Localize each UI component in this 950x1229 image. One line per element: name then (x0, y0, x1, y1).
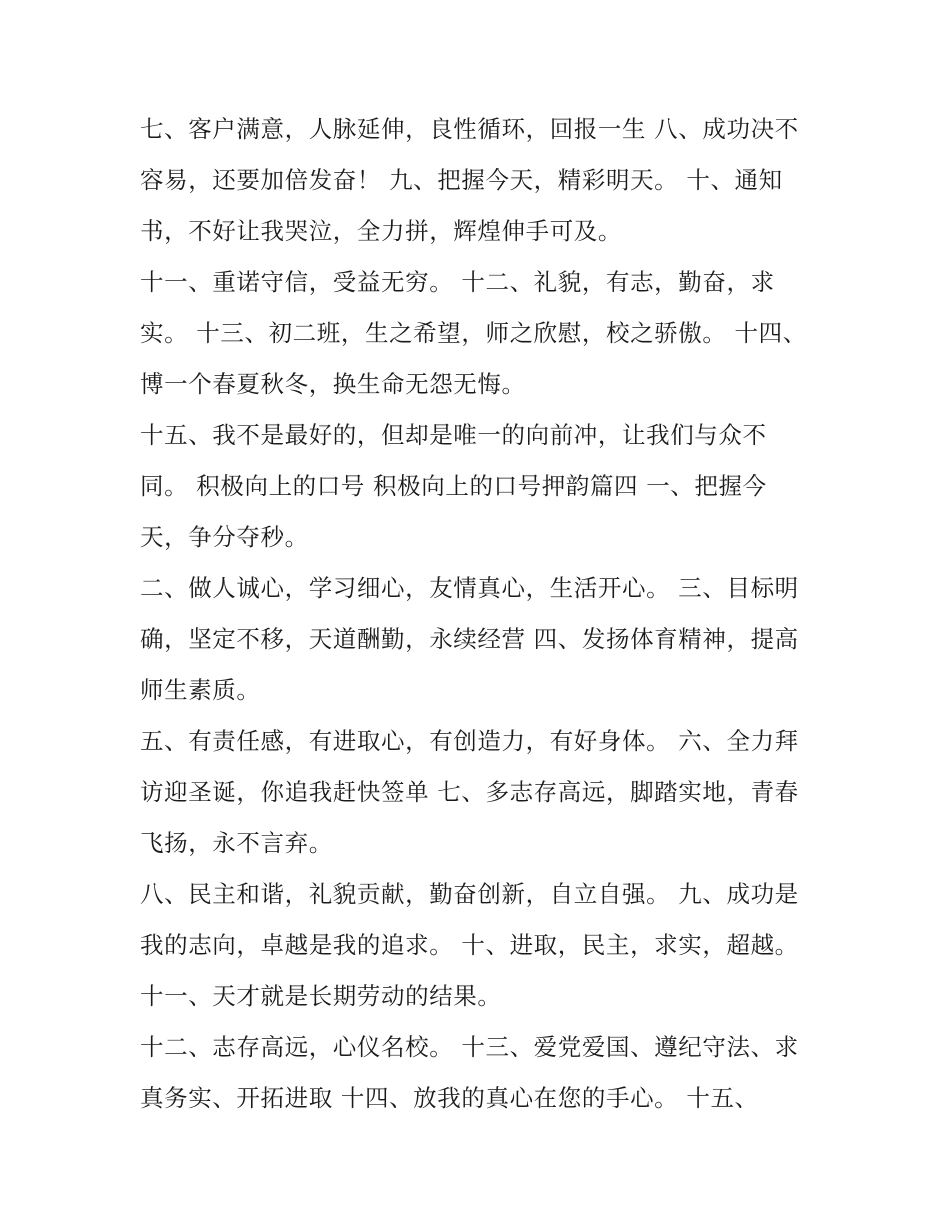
paragraph: 十五、我不是最好的，但却是唯一的向前冲，让我们与众不同。 积极向上的口号 积极向上的口号押韵篇四 一、把握今天，争分夺秒。 (140, 421, 767, 551)
paragraph: 十一、重诺守信，受益无穷。 十二、礼貌，有志，勤奋，求实。 十三、初二班，生之希望，师之欣慰，校之骄傲。 十四、博一个春夏秋冬，换生命无怨无悔。 (140, 268, 807, 398)
paragraph: 八、民主和谐，礼貌贡献，勤奋创新，自立自强。 九、成功是我的志向，卓越是我的追求。 十、进取，民主，求实，超越。 十一、天才就是长期劳动的结果。 (140, 880, 799, 1010)
paragraph: 七、客户满意，人脉延伸，良性循环，回报一生 八、成功决不容易，还要加倍发奋！ 九、把握今天，精彩明天。 十、通知书，不好让我哭泣，全力拼，辉煌伸手可及。 (140, 115, 799, 245)
paragraph: 二、做人诚心，学习细心，友情真心，生活开心。 三、目标明确，坚定不移，天道酬勤，永续经营 四、发扬体育精神，提高师生素质。 (140, 574, 799, 704)
paragraph: 五、有责任感，有进取心，有创造力，有好身体。 六、全力拜访迎圣诞，你追我赶快签单 七、多志存高远，脚踏实地，青春飞扬，永不言弃。 (140, 727, 799, 857)
paragraph: 十二、志存高远，心仪名校。 十三、爱党爱国、遵纪守法、求真务实、开拓进取 十四、放我的真心在您的手心。 十五、 (140, 1033, 799, 1112)
document-body (140, 104, 812, 1124)
